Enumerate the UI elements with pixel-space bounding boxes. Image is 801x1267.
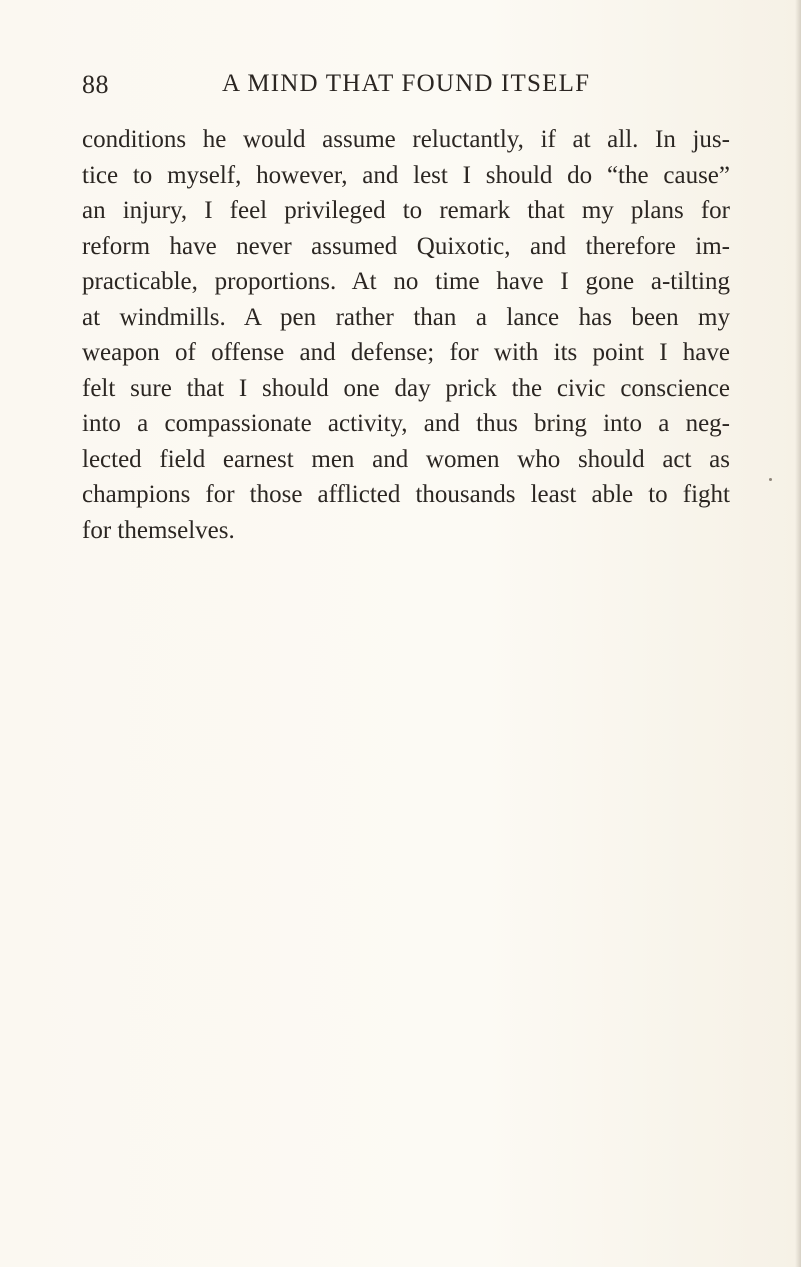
running-title: A MIND THAT FOUND ITSELF bbox=[222, 70, 591, 97]
text-line: practicable, proportions. At no time have I gone a-tilting bbox=[82, 268, 730, 295]
page-edge-shadow bbox=[795, 0, 801, 1267]
running-head bbox=[82, 70, 732, 106]
text-line: felt sure that I should one day prick the civic conscience bbox=[82, 374, 730, 402]
text-line: at windmills. A pen rather than a lance has been my bbox=[82, 303, 730, 331]
page-number: 88 bbox=[82, 70, 109, 99]
text-line: for themselves. bbox=[82, 516, 235, 544]
text-line: conditions he would assume reluctantly, if at all. In jus- bbox=[82, 126, 730, 153]
text-line: reform have never assumed Quixotic, and therefore im- bbox=[82, 232, 730, 260]
body-paragraph bbox=[82, 122, 730, 548]
text-line: champions for those afflicted thousands least able to fight bbox=[82, 481, 730, 508]
text-line: tice to myself, however, and lest I should do “the cause” bbox=[82, 161, 730, 189]
paper-speck bbox=[769, 478, 772, 481]
text-line: weapon of offense and defense; for with its point I have bbox=[82, 339, 730, 366]
text-line: an injury, I feel privileged to remark that my plans for bbox=[82, 197, 730, 224]
text-line: into a compassionate activity, and thus bring into a neg- bbox=[82, 410, 730, 437]
text-line: lected field earnest men and women who should act as bbox=[82, 445, 730, 473]
